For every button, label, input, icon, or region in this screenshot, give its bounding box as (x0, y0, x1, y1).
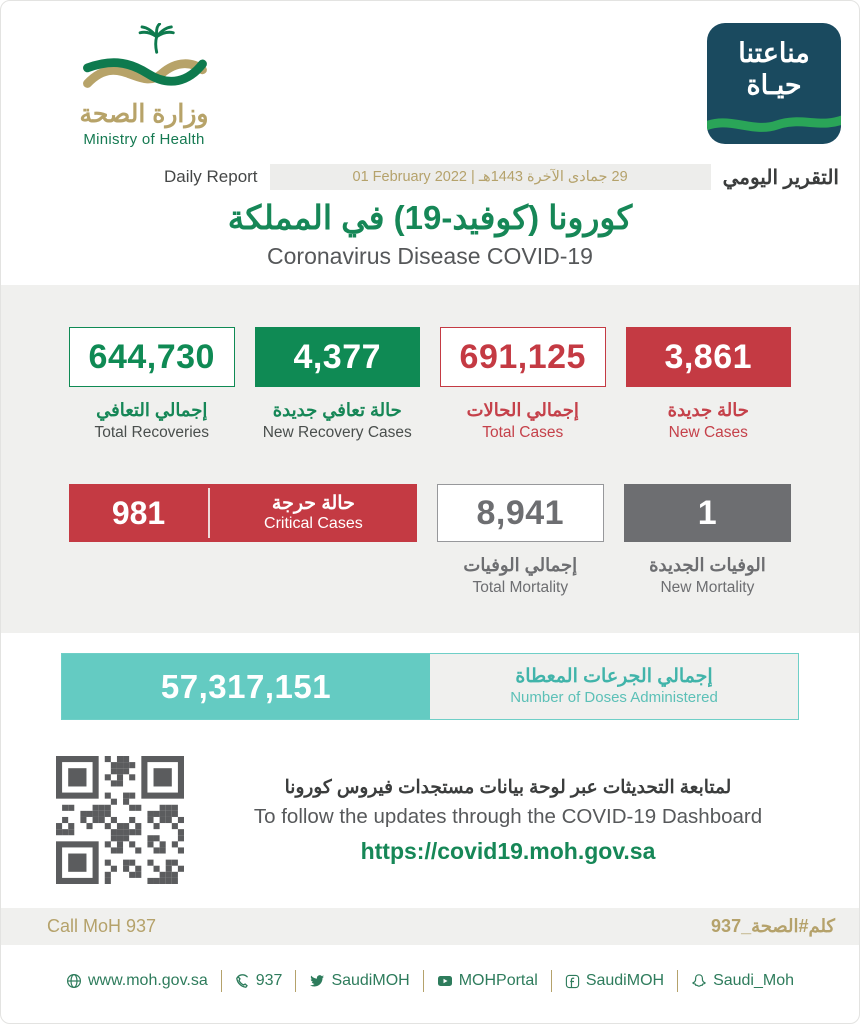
footer-twitter-label: SaudiMOH (331, 972, 410, 989)
footer-phone-label: 937 (255, 972, 283, 989)
footer-twitter-link[interactable] (295, 970, 422, 992)
call-moh-en: Call MoH 937 (47, 916, 157, 936)
total-recoveries-label-ar: إجمالي التعافي (96, 400, 208, 420)
dashboard-line-ar: لمتابعة التحديثات عبر لوحة بيانات مستجدات فيروس كورونا (284, 775, 732, 797)
total-cases-label-en: Total Cases (482, 424, 564, 441)
snapchat-icon (691, 973, 707, 989)
youtube-icon (437, 973, 453, 989)
total-mortality-value: 8,941 (437, 484, 604, 542)
total-recoveries-label-en: Total Recoveries (94, 424, 210, 441)
stat-critical-cases (69, 484, 417, 597)
doses-label-en: Number of Doses Administered (510, 689, 718, 706)
qr-code (56, 756, 184, 884)
phone-icon (235, 974, 250, 989)
badge-line1: مناعتنا (738, 38, 810, 68)
stat-total-cases (440, 327, 606, 442)
date-box (270, 164, 711, 190)
doses-label-ar: إجمالي الجرعات المعطاة (515, 666, 713, 688)
new-recoveries-label-en: New Recovery Cases (262, 424, 412, 441)
stat-new-mortality (624, 484, 791, 597)
date-separator: | (471, 169, 475, 185)
logo-arabic-text: وزارة الصحة (79, 100, 209, 128)
total-cases-value: 691,125 (440, 327, 606, 387)
date-gregorian: 01 February 2022 (352, 169, 467, 185)
stats-row-1 (69, 327, 791, 442)
globe-icon (66, 973, 82, 989)
footer-youtube-link[interactable] (423, 970, 551, 992)
page-title-english: Coronavirus Disease COVID-19 (267, 243, 593, 269)
stat-new-recoveries (255, 327, 421, 442)
new-cases-label-ar: حالة جديدة (667, 400, 749, 420)
footer-snapchat-link[interactable] (677, 970, 807, 992)
new-mortality-label-ar: الوفيات الجديدة (649, 555, 766, 575)
footer-facebook-label: SaudiMOH (585, 972, 665, 989)
badge-line2: حيـاة (746, 69, 802, 100)
daily-report-en: Daily Report (164, 167, 258, 186)
footer-links (1, 970, 859, 992)
moh-logo-icon (49, 23, 239, 101)
stats-band (1, 285, 859, 633)
daily-report-ar: التقرير اليومي (722, 166, 839, 189)
call-band (1, 908, 859, 945)
facebook-icon (565, 974, 580, 989)
footer-youtube-label: MOHPortal (458, 972, 538, 989)
stat-new-cases (626, 327, 792, 442)
dashboard-section (56, 756, 804, 884)
footer-snapchat-label: Saudi_Moh (713, 972, 795, 989)
new-mortality-value: 1 (624, 484, 791, 542)
new-recoveries-label-ar: حالة تعافي جديدة (272, 400, 402, 420)
footer-phone-link[interactable] (221, 970, 296, 992)
doses-value: 57,317,151 (62, 654, 430, 719)
critical-cases-label-en: Critical Cases (264, 514, 363, 532)
logo-english-text: Ministry of Health (83, 131, 205, 148)
stat-total-recoveries (69, 327, 235, 442)
footer-website-label: www.moh.gov.sa (87, 972, 208, 989)
stat-total-mortality (437, 484, 604, 597)
immunity-badge (707, 23, 841, 144)
footer-facebook-link[interactable] (551, 970, 677, 992)
report-date-row (164, 164, 839, 190)
twitter-icon (309, 973, 325, 989)
total-cases-label-ar: إجمالي الحالات (466, 400, 579, 420)
total-recoveries-value: 644,730 (69, 327, 235, 387)
header-row (1, 1, 859, 148)
critical-cases-label-ar: حالة حرجة (271, 492, 355, 514)
new-cases-value: 3,861 (626, 327, 792, 387)
critical-cases-value: 981 (111, 494, 166, 531)
total-mortality-label-en: Total Mortality (472, 579, 569, 596)
doses-bar (61, 653, 799, 720)
new-mortality-label-en: New Mortality (660, 579, 755, 596)
new-cases-label-en: New Cases (668, 424, 748, 441)
moh-logo (49, 23, 239, 148)
call-moh-hashtag-ar: كلم#الصحة_937 (711, 916, 835, 936)
stats-row-2 (69, 484, 791, 597)
badge-wave-icon (707, 104, 841, 138)
page-title-arabic: كورونا (كوفيد-19) في المملكة (227, 199, 633, 236)
total-mortality-label-ar: إجمالي الوفيات (463, 555, 578, 575)
date-hijri: 29 جمادى الآخرة 1443هـ (478, 169, 628, 185)
dashboard-line-en: To follow the updates through the COVID-19 Dashboard (253, 804, 763, 828)
footer-website-link[interactable] (53, 970, 221, 992)
new-recoveries-value: 4,377 (255, 327, 421, 387)
dashboard-url-link[interactable]: https://covid19.moh.gov.sa (360, 837, 656, 864)
